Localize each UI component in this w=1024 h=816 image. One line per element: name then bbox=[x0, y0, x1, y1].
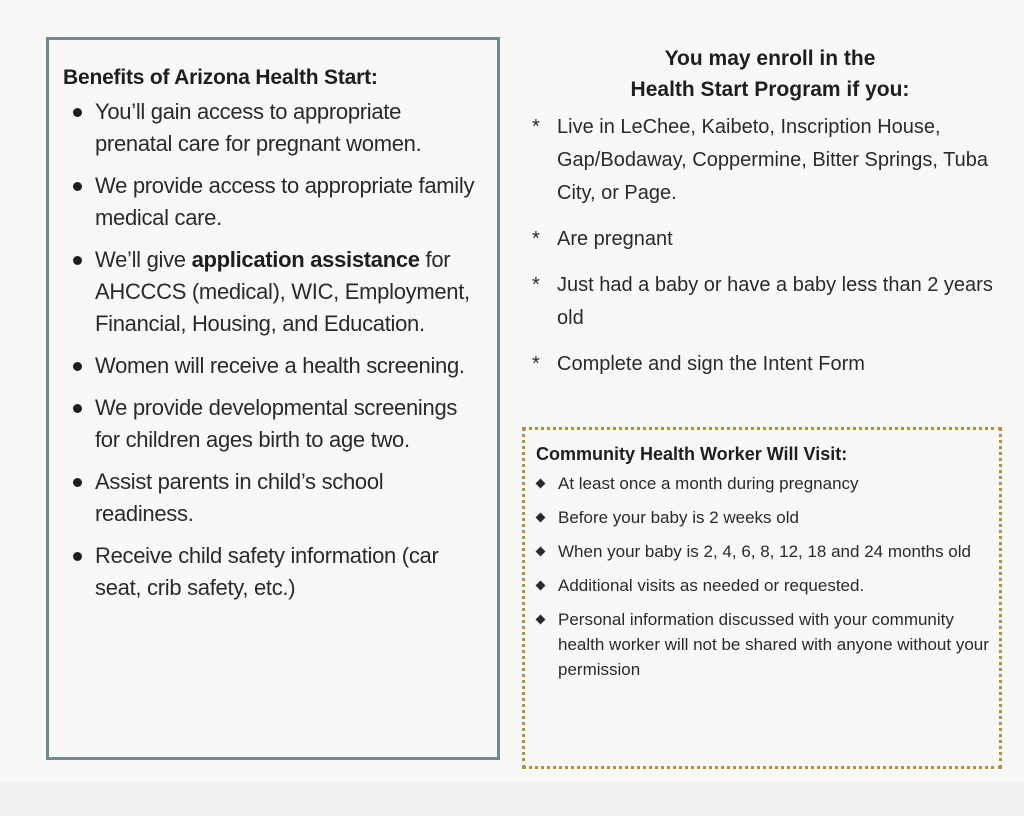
diamond-bullet-icon bbox=[536, 513, 546, 523]
benefit-text-prefix: We’ll give bbox=[95, 247, 192, 272]
bullet-dot-icon bbox=[73, 552, 82, 561]
benefit-text-bold: application assistance bbox=[191, 247, 420, 272]
bullet-dot-icon bbox=[73, 108, 82, 117]
chw-item-text: Personal information discussed with your community health worker will not be shared with anyone without your permission bbox=[558, 610, 989, 679]
benefits-list bbox=[63, 96, 483, 604]
chw-list-item bbox=[536, 607, 989, 682]
benefit-text: We provide access to appropriate family medical care. bbox=[95, 173, 475, 230]
enroll-list-item bbox=[532, 111, 1002, 210]
enroll-title bbox=[540, 43, 1000, 105]
benefit-text-suffix: for AHCCCS (medical), WIC, Employment, Financial, Housing, and Education. bbox=[95, 247, 470, 336]
chw-list-item bbox=[536, 539, 989, 564]
diamond-bullet-icon bbox=[536, 615, 546, 625]
benefits-list-item bbox=[63, 392, 483, 456]
benefits-list-item bbox=[63, 96, 483, 160]
chw-item-text: Before your baby is 2 weeks old bbox=[558, 508, 799, 527]
benefit-text: We provide developmental screenings for children ages birth to age two. bbox=[95, 395, 458, 452]
benefits-list-item bbox=[63, 466, 483, 530]
bullet-dot-icon bbox=[73, 362, 82, 371]
benefit-text: Assist parents in child’s school readiness. bbox=[95, 469, 384, 526]
benefits-list-item bbox=[63, 350, 483, 382]
benefits-list-item bbox=[63, 244, 483, 340]
chw-item-text: When your baby is 2, 4, 6, 8, 12, 18 and 24 months old bbox=[558, 542, 971, 561]
chw-item-text: Additional visits as needed or requested. bbox=[558, 576, 865, 595]
asterisk-icon: * bbox=[532, 116, 540, 138]
chw-list-item bbox=[536, 573, 989, 598]
bullet-dot-icon bbox=[73, 256, 82, 265]
benefits-title: Benefits of Arizona Health Start: bbox=[63, 66, 378, 89]
enroll-list-item bbox=[532, 348, 1002, 381]
enroll-title-line1: You may enroll in the bbox=[664, 47, 876, 70]
enroll-list-item bbox=[532, 223, 1002, 256]
chw-list bbox=[536, 471, 989, 682]
diamond-bullet-icon bbox=[536, 479, 546, 489]
enroll-title-line2: Health Start Program if you: bbox=[630, 78, 910, 101]
diamond-bullet-icon bbox=[536, 547, 546, 557]
benefit-text: Women will receive a health screening. bbox=[95, 353, 465, 378]
benefit-text: You’ll gain access to appropriate prenatal care for pregnant women. bbox=[95, 99, 422, 156]
benefits-list-item bbox=[63, 540, 483, 604]
page-bottom-band bbox=[0, 782, 1024, 816]
community-health-worker-panel bbox=[522, 427, 1002, 769]
asterisk-icon: * bbox=[532, 274, 540, 296]
chw-list-item bbox=[536, 471, 989, 496]
chw-list-item bbox=[536, 505, 989, 530]
enroll-item-text: Just had a baby or have a baby less than 2 years old bbox=[557, 274, 993, 329]
bullet-dot-icon bbox=[73, 478, 82, 487]
enroll-list bbox=[532, 111, 1002, 394]
enroll-item-text: Are pregnant bbox=[557, 228, 673, 250]
asterisk-icon: * bbox=[532, 228, 540, 250]
chw-item-text: At least once a month during pregnancy bbox=[558, 474, 859, 493]
chw-title: Community Health Worker Will Visit: bbox=[536, 444, 848, 464]
benefit-text: Receive child safety information (car seat, crib safety, etc.) bbox=[95, 543, 439, 600]
enroll-list-item bbox=[532, 269, 1002, 335]
enroll-item-text: Live in LeChee, Kaibeto, Inscription House, Gap/Bodaway, Coppermine, Bitter Springs, Tuba City, or Page. bbox=[557, 116, 988, 204]
asterisk-icon: * bbox=[532, 353, 540, 375]
diamond-bullet-icon bbox=[536, 581, 546, 591]
benefits-panel bbox=[46, 37, 500, 760]
benefits-list-item bbox=[63, 170, 483, 234]
bullet-dot-icon bbox=[73, 182, 82, 191]
enroll-item-text: Complete and sign the Intent Form bbox=[557, 353, 865, 375]
bullet-dot-icon bbox=[73, 404, 82, 413]
